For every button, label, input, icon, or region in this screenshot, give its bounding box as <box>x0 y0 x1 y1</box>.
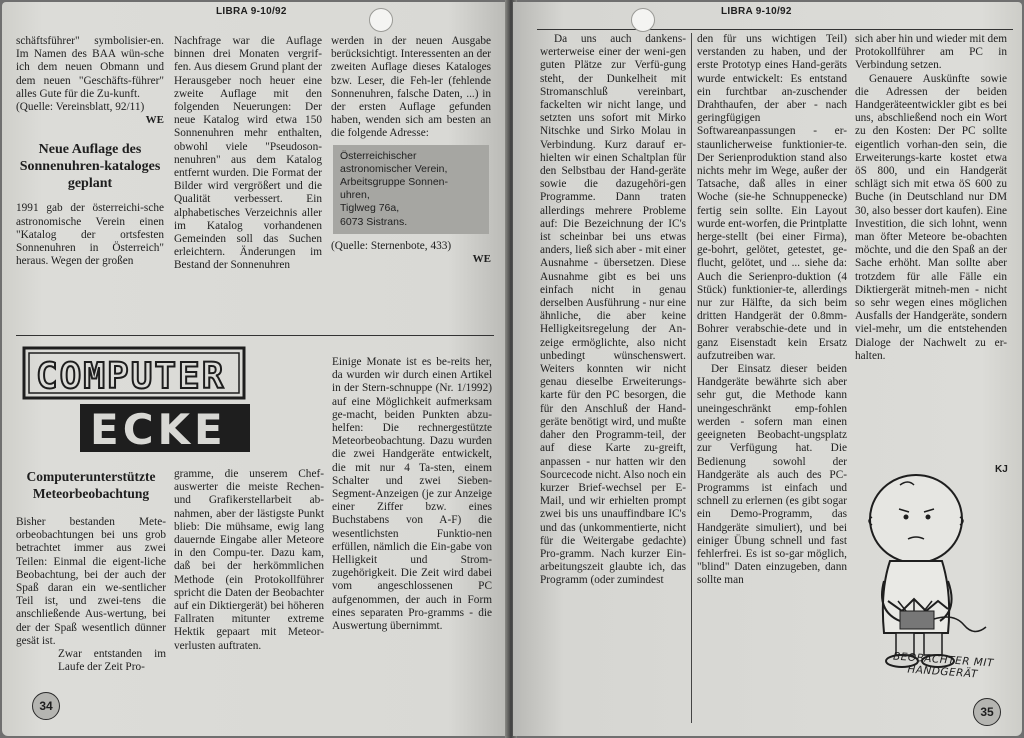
article3-title: Computerunterstützte Meteorbeobachtung <box>26 469 156 501</box>
article3-text-col3: Einige Monate ist es be-reits her, da wurden wir durch einen Artikel in der Stern-schnuppe (Nr. 1/1992) auf eine Möglichkeit aufmerksam ge-macht, beiden Punkten abzu-helfen: Die rechnergestützte Meteorbeobachtung. Dazu wurden die zwei Handgeräte entwickelt, die mit nur 4 Ta-sten, einem Schalter und zwei Sieben-Segment-Anzeigen (je zur Anzeige einer Ziffer bzw. eines Buchstabens von A-F) die wesentlichsten Funktio-nen erfüllen, nämlich die Ein-gabe von Helligkeit und Strom-zugehörigkeit. Die Zeit wird dabei vom angeschlossenen PC aufgenommen, der auch in Form eines separaten Pro-gramms - die Auswertung übernimmt. <box>332 356 492 633</box>
right-column-3 <box>855 33 1007 363</box>
article2-signature: WE <box>472 253 491 266</box>
article2-column-2 <box>174 35 322 273</box>
address-line: 6073 Sistrans. <box>340 215 408 228</box>
right-text-col1: Da uns auch dankens-werterweise einer der weni-gen guten Plätze zur Verfü-gung steht, der Dunkelheit mit Stromanschluß vereinbart, fackelten wir nicht lange, und setzten uns sofort mit Mirko Nitschke und Sirko Molau in Verbindung. Kurz darauf er-hielten wir einen Schaltplan für den Selbstbau der Hand-geräte sowie die dazugehöri-gen Programme. Dann traten allerdings mehrere Probleme auf: Die Bezeichnung der IC's ist scheinbar bei uns etwas anders, ließ sich aber - mit einer Ausnahme - übersetzen. Diese Ausnahme gibt es bei uns einfach nicht in genau derselben Ausführung - nur eine ähnliche, die aber keine Helligkeitsregelung der An-zeige ermöglichte, also nicht unbedingt wünschenswert. Weiters konnten wir nicht genau dieselbe Erweiterungs-karte für den PC besorgen, die für den Anschluß der Hand-geräte benötigt wird, und mußte daher den Programm-teil, der auf diese Karte zu-greift, anpassen - nur hatten wir den Sourcecode nicht. Also noch ein kurzer Brief-wechsel per E-Mail, und wir erhielten prompt zwei bis uns unauffindbare IC's und das (unkommentierte, nicht für die Weitergabe gedachte) Pro-gramm. Nach kurzer Ein-arbeitungszeit glaubte ich, das Programm (oder zumindest <box>540 33 686 587</box>
computer-ecke-logo <box>20 342 260 460</box>
address-line: uhren, <box>340 189 370 202</box>
logo-line1: COMPUTER <box>36 356 226 397</box>
article2-column-3 <box>331 35 491 266</box>
article3-column-3 <box>332 356 492 633</box>
address-line: Österreichischer <box>340 149 417 162</box>
page-number-right: 35 <box>973 698 1001 726</box>
cartoon-caption: BEOBACHTER MIT HANDGERÄT <box>892 650 995 681</box>
address-line: Tiglweg 76a, <box>340 202 400 215</box>
article2-title: Neue Auflage des Sonnenuhren-kataloges geplant <box>19 142 161 192</box>
article-signature: KJ <box>995 464 1008 475</box>
right-page <box>513 2 1022 736</box>
article2-text-col1: 1991 gab der österreichi-sche astronomische Verein einen "Katalog der ortsfesten Sonnenuhren in Österreich" heraus. Wegen der großen <box>16 202 164 268</box>
address-box <box>333 145 489 234</box>
binder-hole-right <box>631 8 655 32</box>
page-header-left: LIBRA 9-10/92 <box>216 6 287 17</box>
page-number-left: 34 <box>32 692 60 720</box>
article2-text-col2: Nachfrage war die Auflage binnen drei Monaten vergrif-fen. Aus diesem Grund plant der Herausgeber noch heuer eine zweite Auflage mit den folgenden Neuerungen: Der neue Katalog wird etwa 150 Sonnenuhren mehr enthalten, obwohl viele "Pseudoson-nenuhren" aus dem Katalog entfernt wurden. Die Format der Bilder wird vergrößert und die Qualität verbessert. Ein alphabetisches Verzeichnis aller im Katalog vorhandenen Gemeinden soll das Suchen erleichtern. Änderungen im Bestand der Sonnenuhren <box>174 35 322 272</box>
right-text-col2b: Der Einsatz dieser beiden Handgeräte bewährte sich aber sehr gut, die Methode kann uneingeschränkt emp-fohlen werden - sofern man einen geeigneten Beobacht-ungsplatz zur Verfügung hat. Die Bedienung sowohl der Handgeräte als auch des PC-Programms ist einfach und schnell zu erlernen (es gibt sogar ein Demo-Programm, das Handgeräte simuliert), und bei einiger Übung schnell und fast fehlerfrei. Es ist so-gar möglich, "blind" Daten einzugeben, dann sollte man <box>697 363 847 587</box>
right-text-col2a: den für uns wichtigen Teil) verstanden zu haben, und der erste Prototyp eines Hand-geräts wurde entwickelt: Es entstand ein furchtbar an-zuschender Drahthaufen, der aber - nach geringfügigen Softwareanpassungen - er-staunlicherweise funktionier-te. Der Serienproduktion stand also nichts mehr im Wege, außer der Tatsache, daß alles in einer Woche (sie-he Schnuppenecke) fertig sein sollte. Ein Layout wurde ent-worfen, die Printplatte herge-stellt (bei einer Firma), ge-bohrt, gelötet, getestet, ge-flucht, gelötet, und ... siehe da: Auch die Serienpro-duktion (4 Stück) funktionier-te, allerdings nur zur Hälfte, da sich beim dritten Handgerät der 0.8mm-Bohrer verabschie-dete und in ganz Eisenstadt kein Ersatz aufzutreiben war. <box>697 33 847 362</box>
article1-column <box>16 35 164 268</box>
section-divider <box>16 335 494 336</box>
article1-source: (Quelle: Vereinsblatt, 92/11) <box>16 101 145 114</box>
right-column-1 <box>540 33 686 588</box>
logo-line2: ECKE <box>90 405 227 454</box>
article3-text-col2: gramme, die unserem Chef-auswerter die meiste Rechen-und Grafikerstellarbeit ab-nahmen, aber der lästigste Punkt blieb: Die mühsame, ewig lang dauernde Eingabe aller Meteore in den Compu-ter. Dazu kam, daß bei der herkömmlichen Methode (ein Protokollführer spricht die Daten der Beobachter auf ein Diktiergerät) bei höheren Fallraten mitunter extreme Hektik gepaart mit Meteor-verlusten auftraten. <box>174 468 324 652</box>
article3-column-2 <box>174 468 324 653</box>
address-line: astronomischer Verein, <box>340 162 448 175</box>
article1-text: schäftsführer" symbolisier-en. Im Namen des BAA wün-sche ich dem neuen Obmann und dem neuen "Geschäfts-führer" alles Gute für die Zu-kunft. <box>16 35 164 100</box>
right-text-col3b: Genauere Auskünfte sowie die Adressen der beiden Handgeräteentwickler gibt es bei uns, abschließend noch ein Wort zu den Kosten: Der PC sollte eigentlich vorhan-den sein, die Erweiterungs-karte kostet etwa öS 800, und ein Handgerät schlägt sich mit etwa öS 600 zu Buche (in Deutschland nur DM 30, also besser dort kaufen). Eine Investition, die sich lohnt, wenn man öfter Meteore be-obachten möchte, und die den Spaß an der Sache erhöht. Man sollte aber trotzdem für alle Fälle ein Diktiergerät mitneh-men - nicht so sehr wegen eines möglichen Ausfalls der Handgeräte, sondern viel-mehr, um die entstehenden Dialoge der Nachwelt zu er-halten. <box>855 72 1007 362</box>
article2-source: (Quelle: Sternenbote, 433) <box>331 239 452 252</box>
right-text-col3a: sich aber hin und wieder mit dem Protokollführer am PC in Verbindung setzen. <box>855 33 1007 72</box>
left-page <box>2 2 509 736</box>
article3-text-col1-end: Zwar entstanden im Laufe der Zeit Pro- <box>58 648 166 674</box>
binder-hole-left <box>369 8 393 32</box>
header-rule <box>537 29 1013 30</box>
article3-text-col1: Bisher bestanden Mete-orbeobachtungen bei uns grob betrachtet immer aus zwei Teilen: Einmal die eigent-liche Beobachtung, bei der auch der Spaß daran ein we-sentlicher Teil ist, und zwei-tens die anschließende Aus-wertung, bei der der Spaß wesentlich dünner gesät ist. <box>16 516 166 647</box>
article2-text-col3: werden in der neuen Ausgabe berücksichtigt. Interessenten an der zweiten Auflage dieses Kataloges bzw. Leser, die Feh-ler (fehlende Sonnenuhren, falsche Daten, ...) in der ersten Auflage gefunden haben, wenden sich am besten an die folgende Adresse: <box>331 35 491 140</box>
column-rule <box>691 33 692 723</box>
page-header-right: LIBRA 9-10/92 <box>721 6 792 17</box>
article3-column-1 <box>16 468 166 674</box>
article1-signature: WE <box>145 114 164 127</box>
right-column-2 <box>697 33 847 588</box>
address-line: Arbeitsgruppe Sonnen- <box>340 176 448 189</box>
